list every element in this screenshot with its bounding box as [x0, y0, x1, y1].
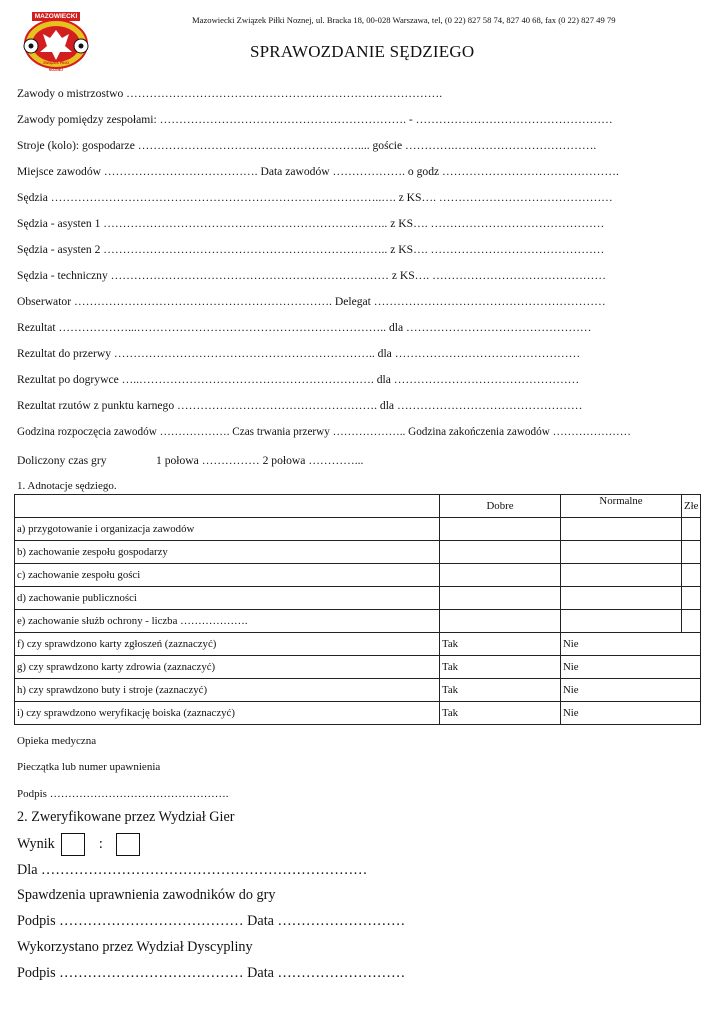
row-label: f) czy sprawdzono karty zgłoszeń (zaznaczyć) [15, 633, 440, 656]
table-row [15, 518, 701, 541]
dla-line: Dla …………………………………………………………… [17, 862, 368, 878]
stamp-label: Pieczątka lub numer upawnienia [17, 761, 161, 773]
row-label: h) czy sprawdzono buty i stroje (zaznaczyć) [15, 679, 440, 702]
rating-cell-zle[interactable] [682, 541, 701, 564]
table-row [15, 679, 701, 702]
rating-cell-zle[interactable] [682, 518, 701, 541]
table-header-row [15, 495, 701, 518]
logo-top-text: MAZOWIECKI [32, 12, 80, 21]
result-colon: : [98, 835, 103, 852]
column-header-zle: Złe [682, 495, 701, 518]
result-home-box[interactable] [61, 833, 85, 856]
form-line-assistant-1: Sędzia - asysten 1 ……………………………………………………………….. z KS…. ……………………………………… [17, 217, 605, 230]
form-line-result: Rezultat ………………...……………………………………………………….. dla ………………………………………… [17, 321, 592, 334]
form-line-referee: Sędzia …………………………………………………………………………..…. z KS…. ……………………………………… [17, 191, 613, 204]
rating-cell-zle[interactable] [682, 610, 701, 633]
form-line-penalties-result: Rezultat rzutów z punktu karnego ……………………………………………. dla ………………………………………… [17, 399, 583, 412]
column-header-normalne: Normalne [561, 495, 682, 518]
form-line-extra-time-result: Rezultat po dogrywce …..……………………………………………………. dla ………………………………………… [17, 373, 580, 386]
signature-date-line-1: Podpis ………………………………… Data ……………………… [17, 913, 406, 929]
table-row [15, 656, 701, 679]
result-row [17, 833, 140, 856]
row-label: c) zachowanie zespołu gości [15, 564, 440, 587]
medical-care-label: Opieka medyczna [17, 735, 97, 747]
form-line-added-time-halves: 1 połowa …………… 2 połowa …………... [156, 454, 364, 467]
row-label: b) zachowanie zespołu gospodarzy [15, 541, 440, 564]
form-line-assistant-2: Sędzia - asysten 2 ……………………………………………………………….. z KS…. ……………………………………… [17, 243, 605, 256]
signature-line: Podpis …………………………………………. [17, 788, 229, 800]
form-line-times: Godzina rozpoczęcia zawodów ………………. Czas trwania przerwy ……………….. Godzina zakończenia zawodów ………………… [17, 426, 631, 438]
table-row [15, 587, 701, 610]
form-line-teams: Zawody pomiędzy zespołami: ………………………………………………………. - …………………………………………… [17, 113, 613, 126]
header-empty-cell [15, 495, 440, 518]
table-row [15, 702, 701, 725]
rating-cell-dobre[interactable] [440, 518, 561, 541]
row-label: g) czy sprawdzono karty zdrowia (zaznaczyć) [15, 656, 440, 679]
table-row [15, 610, 701, 633]
form-line-fourth-official: Sędzia - techniczny ……………………………………………………………… z KS…. ……………………………………… [17, 269, 606, 282]
page-title: SPRAWOZDANIE SĘDZIEGO [250, 42, 475, 61]
logo-bottom-text: ZWIĄZEK PIŁKI NOŻNEJ [43, 61, 69, 72]
row-label: i) czy sprawdzono weryfikację boiska (zaznaczyć) [15, 702, 440, 725]
rating-cell-normalne[interactable] [561, 587, 682, 610]
form-line-observer: Obserwator …………………………………………………………. Delegat …………………………………………………… [17, 295, 606, 308]
nie-cell[interactable]: Nie [561, 633, 701, 656]
rating-cell-normalne[interactable] [561, 564, 682, 587]
signature-date-line-2: Podpis ………………………………… Data ……………………… [17, 965, 406, 981]
row-label: d) zachowanie publiczności [15, 587, 440, 610]
wynik-label: Wynik [17, 835, 55, 852]
nie-cell[interactable]: Nie [561, 656, 701, 679]
eligibility-label: Spawdzenia uprawnienia zawodników do gry [17, 887, 276, 903]
rating-cell-zle[interactable] [682, 564, 701, 587]
table-row [15, 564, 701, 587]
form-line-venue-date: Miejsce zawodów …………………………………. Data zawodów ………………. o godz ………………………………………. [17, 165, 619, 178]
tak-cell[interactable]: Tak [440, 656, 561, 679]
rating-cell-normalne[interactable] [561, 518, 682, 541]
tak-cell[interactable]: Tak [440, 633, 561, 656]
header-address: Mazowiecki Związek Piłki Noznej, ul. Bracka 18, 00-028 Warszawa, tel, (0 22) 827 58 74, 827 40 68, fax (0 22) 827 49 79 [192, 15, 616, 25]
rating-cell-normalne[interactable] [561, 541, 682, 564]
tak-cell[interactable]: Tak [440, 679, 561, 702]
section-2-heading: 2. Zweryfikowane przez Wydział Gier [17, 809, 235, 825]
rating-cell-normalne[interactable] [561, 610, 682, 633]
form-line-added-time-label: Doliczony czas gry [17, 454, 107, 467]
rating-cell-dobre[interactable] [440, 610, 561, 633]
annotations-table [14, 494, 701, 725]
rating-cell-zle[interactable] [682, 587, 701, 610]
mzpn-logo [22, 10, 90, 72]
rating-cell-dobre[interactable] [440, 541, 561, 564]
column-header-dobre: Dobre [440, 495, 561, 518]
table-row [15, 633, 701, 656]
nie-cell[interactable]: Nie [561, 702, 701, 725]
rating-cell-dobre[interactable] [440, 564, 561, 587]
section-1-heading: 1. Adnotacje sędziego. [17, 480, 117, 492]
row-label: e) zachowanie służb ochrony - liczba ………………. [15, 610, 440, 633]
form-line-championship: Zawody o mistrzostwo ………………………………………………………………………. [17, 87, 443, 100]
result-away-box[interactable] [116, 833, 140, 856]
form-line-halftime-result: Rezultat do przerwy ………………………………………………………….. dla ………………………………………… [17, 347, 581, 360]
form-line-kits: Stroje (kolo): gospodarze ………………………………………………….... goście ………….………………………………. [17, 139, 597, 152]
table-row [15, 541, 701, 564]
discipline-label: Wykorzystano przez Wydział Dyscypliny [17, 939, 253, 955]
tak-cell[interactable]: Tak [440, 702, 561, 725]
rating-cell-dobre[interactable] [440, 587, 561, 610]
nie-cell[interactable]: Nie [561, 679, 701, 702]
row-label: a) przygotowanie i organizacja zawodów [15, 518, 440, 541]
